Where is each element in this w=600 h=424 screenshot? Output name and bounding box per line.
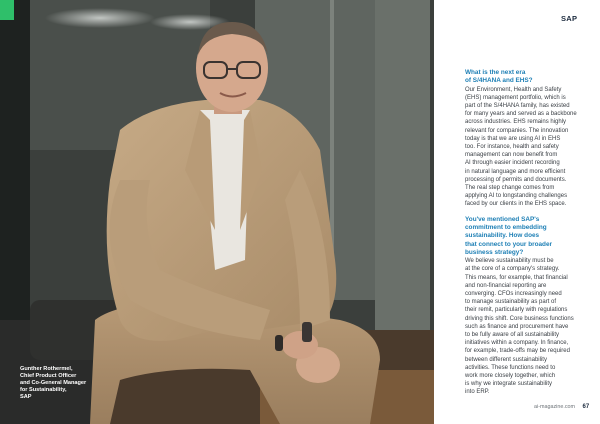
page-footer xyxy=(534,404,589,410)
body-line: for example, trade-offs may be required xyxy=(465,348,570,355)
question-line: You've mentioned SAP's xyxy=(465,215,540,223)
body-line: relevant for companies. The innovation xyxy=(465,127,569,134)
site-url[interactable]: ai-magazine.com xyxy=(534,404,576,410)
body-line: This means, for example, that financial xyxy=(465,274,568,281)
question-heading xyxy=(465,69,590,86)
body-line: between different sustainability xyxy=(465,356,547,363)
body-line: their remit, particularly with regulations xyxy=(465,307,568,314)
body-line: such as finance and procurement have xyxy=(465,323,569,330)
body-line: for many years and served as a backbone xyxy=(465,111,577,118)
body-line: too. For instance, health and safety xyxy=(465,144,559,151)
answer-paragraph xyxy=(465,257,590,396)
body-line: management can now benefit from xyxy=(465,152,558,159)
photo-caption xyxy=(20,366,100,401)
body-line: Our Environment, Health and Safety xyxy=(465,86,562,93)
body-line: faced by our clients in the EHS space. xyxy=(465,201,567,208)
body-line: in natural language and more efficient xyxy=(465,168,566,175)
question-line: commitment to embedding xyxy=(465,223,547,231)
body-line: driving this shift. Core business functions xyxy=(465,315,574,322)
body-line: The real step change comes from xyxy=(465,185,555,192)
body-line: today is that we are using AI in EHS xyxy=(465,135,561,142)
page-number: 67 xyxy=(582,404,590,410)
brand-label: SAP xyxy=(561,14,578,23)
question-line: of S/4HANA and EHS? xyxy=(465,77,533,85)
body-line: across industries. EHS remains highly xyxy=(465,119,567,126)
body-line: is why we integrate sustainability xyxy=(465,381,553,388)
body-line: applying AI to longstanding challenges xyxy=(465,193,568,200)
body-line: at the core of a company's strategy. xyxy=(465,266,560,273)
body-line: AI through easier incident recording xyxy=(465,160,560,167)
article-column xyxy=(465,69,590,404)
body-line: converging. CFOs increasingly need xyxy=(465,290,562,297)
body-line: initiatives within a company. In finance, xyxy=(465,340,569,347)
question-line: that connect to your broader xyxy=(465,240,552,248)
body-line: work more closely together, which xyxy=(465,372,556,379)
caption-line: for Sustainability, xyxy=(20,387,67,394)
body-line: We believe sustainability must be xyxy=(465,258,554,265)
question-line: sustainability. How does xyxy=(465,232,540,240)
question-heading xyxy=(465,216,590,257)
body-line: to be fully aware of all sustainability xyxy=(465,331,560,338)
body-line: into ERP. xyxy=(465,389,490,396)
question-line: What is the next era xyxy=(465,69,526,76)
body-line: (EHS) management portfolio, which is xyxy=(465,94,566,101)
body-line: activities. These functions need to xyxy=(465,364,556,371)
answer-paragraph xyxy=(465,86,590,209)
body-line: to manage sustainability as part of xyxy=(465,299,557,306)
section-2 xyxy=(465,216,590,397)
caption-line: and Co-General Manager xyxy=(20,380,87,387)
section-1 xyxy=(465,69,590,209)
question-line: business strategy? xyxy=(465,248,524,256)
caption-line: Gunther Rothermel, xyxy=(20,366,73,372)
body-line: part of the S/4HANA family, has existed xyxy=(465,103,570,109)
caption-line: Chief Product Officer xyxy=(20,373,77,380)
body-line: processing of permits and documents. xyxy=(465,176,567,183)
body-line: and non-financial reporting are xyxy=(465,282,547,289)
caption-line: SAP xyxy=(20,394,32,401)
